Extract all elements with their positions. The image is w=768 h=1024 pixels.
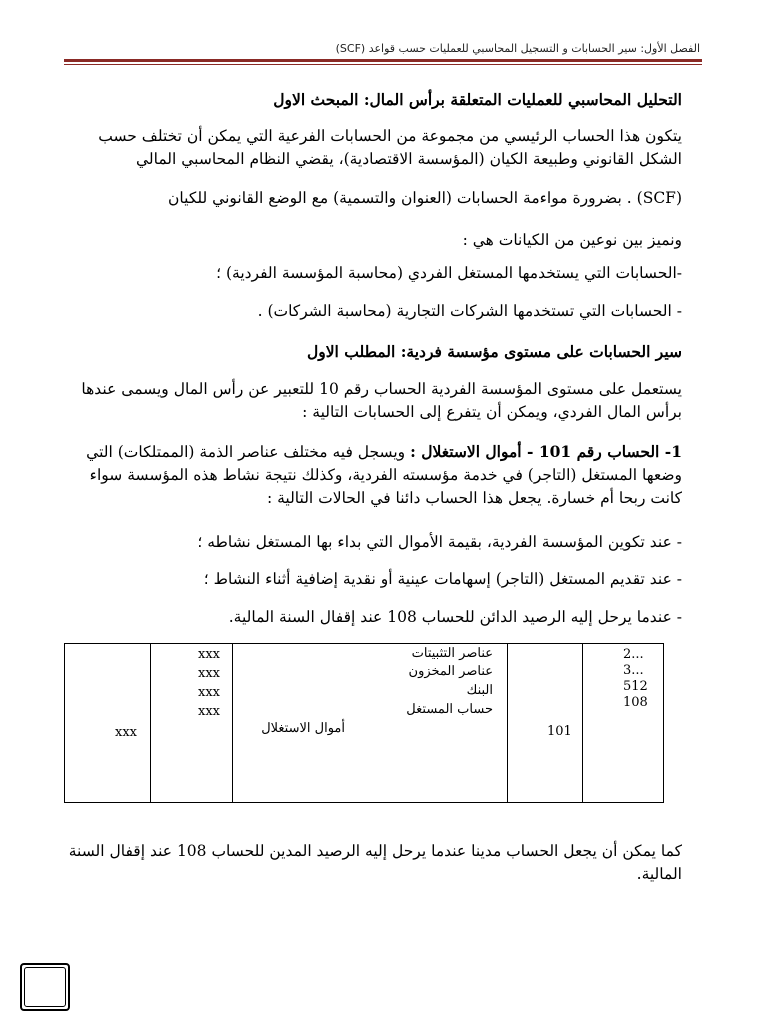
debit-account-number: 108 <box>623 695 648 710</box>
paragraph-intro: يتكون هذا الحساب الرئيسي من مجموعة من الحسابات الفرعية التي يمكن أن تختلف حسب الشكل القانوني وطبيعة الكيان (المؤسسة الاقتصادية)، يقضي النظام المحاسبي المالي <box>98 127 682 168</box>
table-divider <box>232 644 233 802</box>
paragraph-account-101 <box>60 440 682 510</box>
debit-account-name: البنك <box>466 683 493 698</box>
closing-paragraph: كما يمكن أن يجعل الحساب مدينا عندما يرحل إليه الرصيد المدين للحساب 108 عند إقفال السنة المالية. <box>68 842 682 883</box>
credit-account-number: 101 <box>547 724 572 739</box>
credit-amount: xxx <box>115 725 137 740</box>
account-101-description: ويسجل فيه مختلف عناصر الذمة (الممتلكات) التي وضعها المستغل (التاجر) في خدمة مؤسسته الفردية، وكذلك نتيجة نشاط هذه المؤسسة سواء كانت ربحا أم خسارة. يجعل هذا الحساب دائنا في الحالات التالية : <box>86 443 682 507</box>
paragraph-account-10: يستعمل على مستوى المؤسسة الفردية الحساب رقم 10 للتعبير عن رأس المال ويسمى عندها برأس المال الفردي، ويمكن أن يتفرع إلى الحسابات التالية : <box>81 380 682 421</box>
table-divider <box>507 644 508 802</box>
list-item-transfer-108: - عندما يرحل إليه الرصيد الدائن للحساب 108 عند إقفال السنة المالية. <box>228 608 682 626</box>
header-rule-thick <box>64 59 702 62</box>
debit-amount: xxx <box>198 647 220 662</box>
debit-account-number: 512 <box>623 679 648 694</box>
debit-account-name: عناصر التثبيتات <box>411 646 493 661</box>
header-rule-thin <box>64 64 702 65</box>
debit-amount: xxx <box>198 666 220 681</box>
subheading: سير الحسابات على مستوى مؤسسة فردية: المطلب الاول <box>306 342 682 361</box>
credit-account-name: أموال الاستغلال <box>261 721 345 736</box>
journal-entry-table <box>64 643 664 803</box>
list-item-creation: - عند تكوين المؤسسة الفردية، بقيمة الأموال التي بداء بها المستغل نشاطه ؛ <box>197 533 682 551</box>
debit-account-name: عناصر المخزون <box>408 664 493 679</box>
debit-amount: xxx <box>198 685 220 700</box>
debit-account-number: 3... <box>623 663 644 678</box>
page-number-frame <box>20 963 70 1011</box>
paragraph-types: ونميز بين نوعين من الكيانات هي : <box>462 231 682 249</box>
table-divider <box>150 644 151 802</box>
account-101-title: 1- الحساب رقم 101 - أموال الاستغلال : <box>410 442 682 461</box>
debit-amount: xxx <box>198 704 220 719</box>
table-divider <box>582 644 583 802</box>
debit-account-number: 2... <box>623 647 644 662</box>
list-item-individual: -الحسابات التي يستخدمها المستغل الفردي (محاسبة المؤسسة الفردية) ؛ <box>216 264 682 282</box>
debit-account-name: حساب المستغل <box>406 702 493 717</box>
list-item-companies: - الحسابات التي تستخدمها الشركات التجارية (محاسبة الشركات) . <box>257 302 682 320</box>
section-heading: التحليل المحاسبي للعمليات المتعلقة برأس المال: المبحث الاول <box>273 90 682 109</box>
paragraph-scf: (SCF) . بضرورة مواءمة الحسابات (العنوان والتسمية) مع الوضع القانوني للكيان <box>168 189 682 207</box>
page-header: الفصل الأول: سير الحسابات و التسجيل المحاسبي للعمليات حسب قواعد (SCF) <box>335 42 700 55</box>
list-item-contributions: - عند تقديم المستغل (التاجر) إسهامات عينية أو نقدية إضافية أثناء النشاط ؛ <box>203 570 682 588</box>
